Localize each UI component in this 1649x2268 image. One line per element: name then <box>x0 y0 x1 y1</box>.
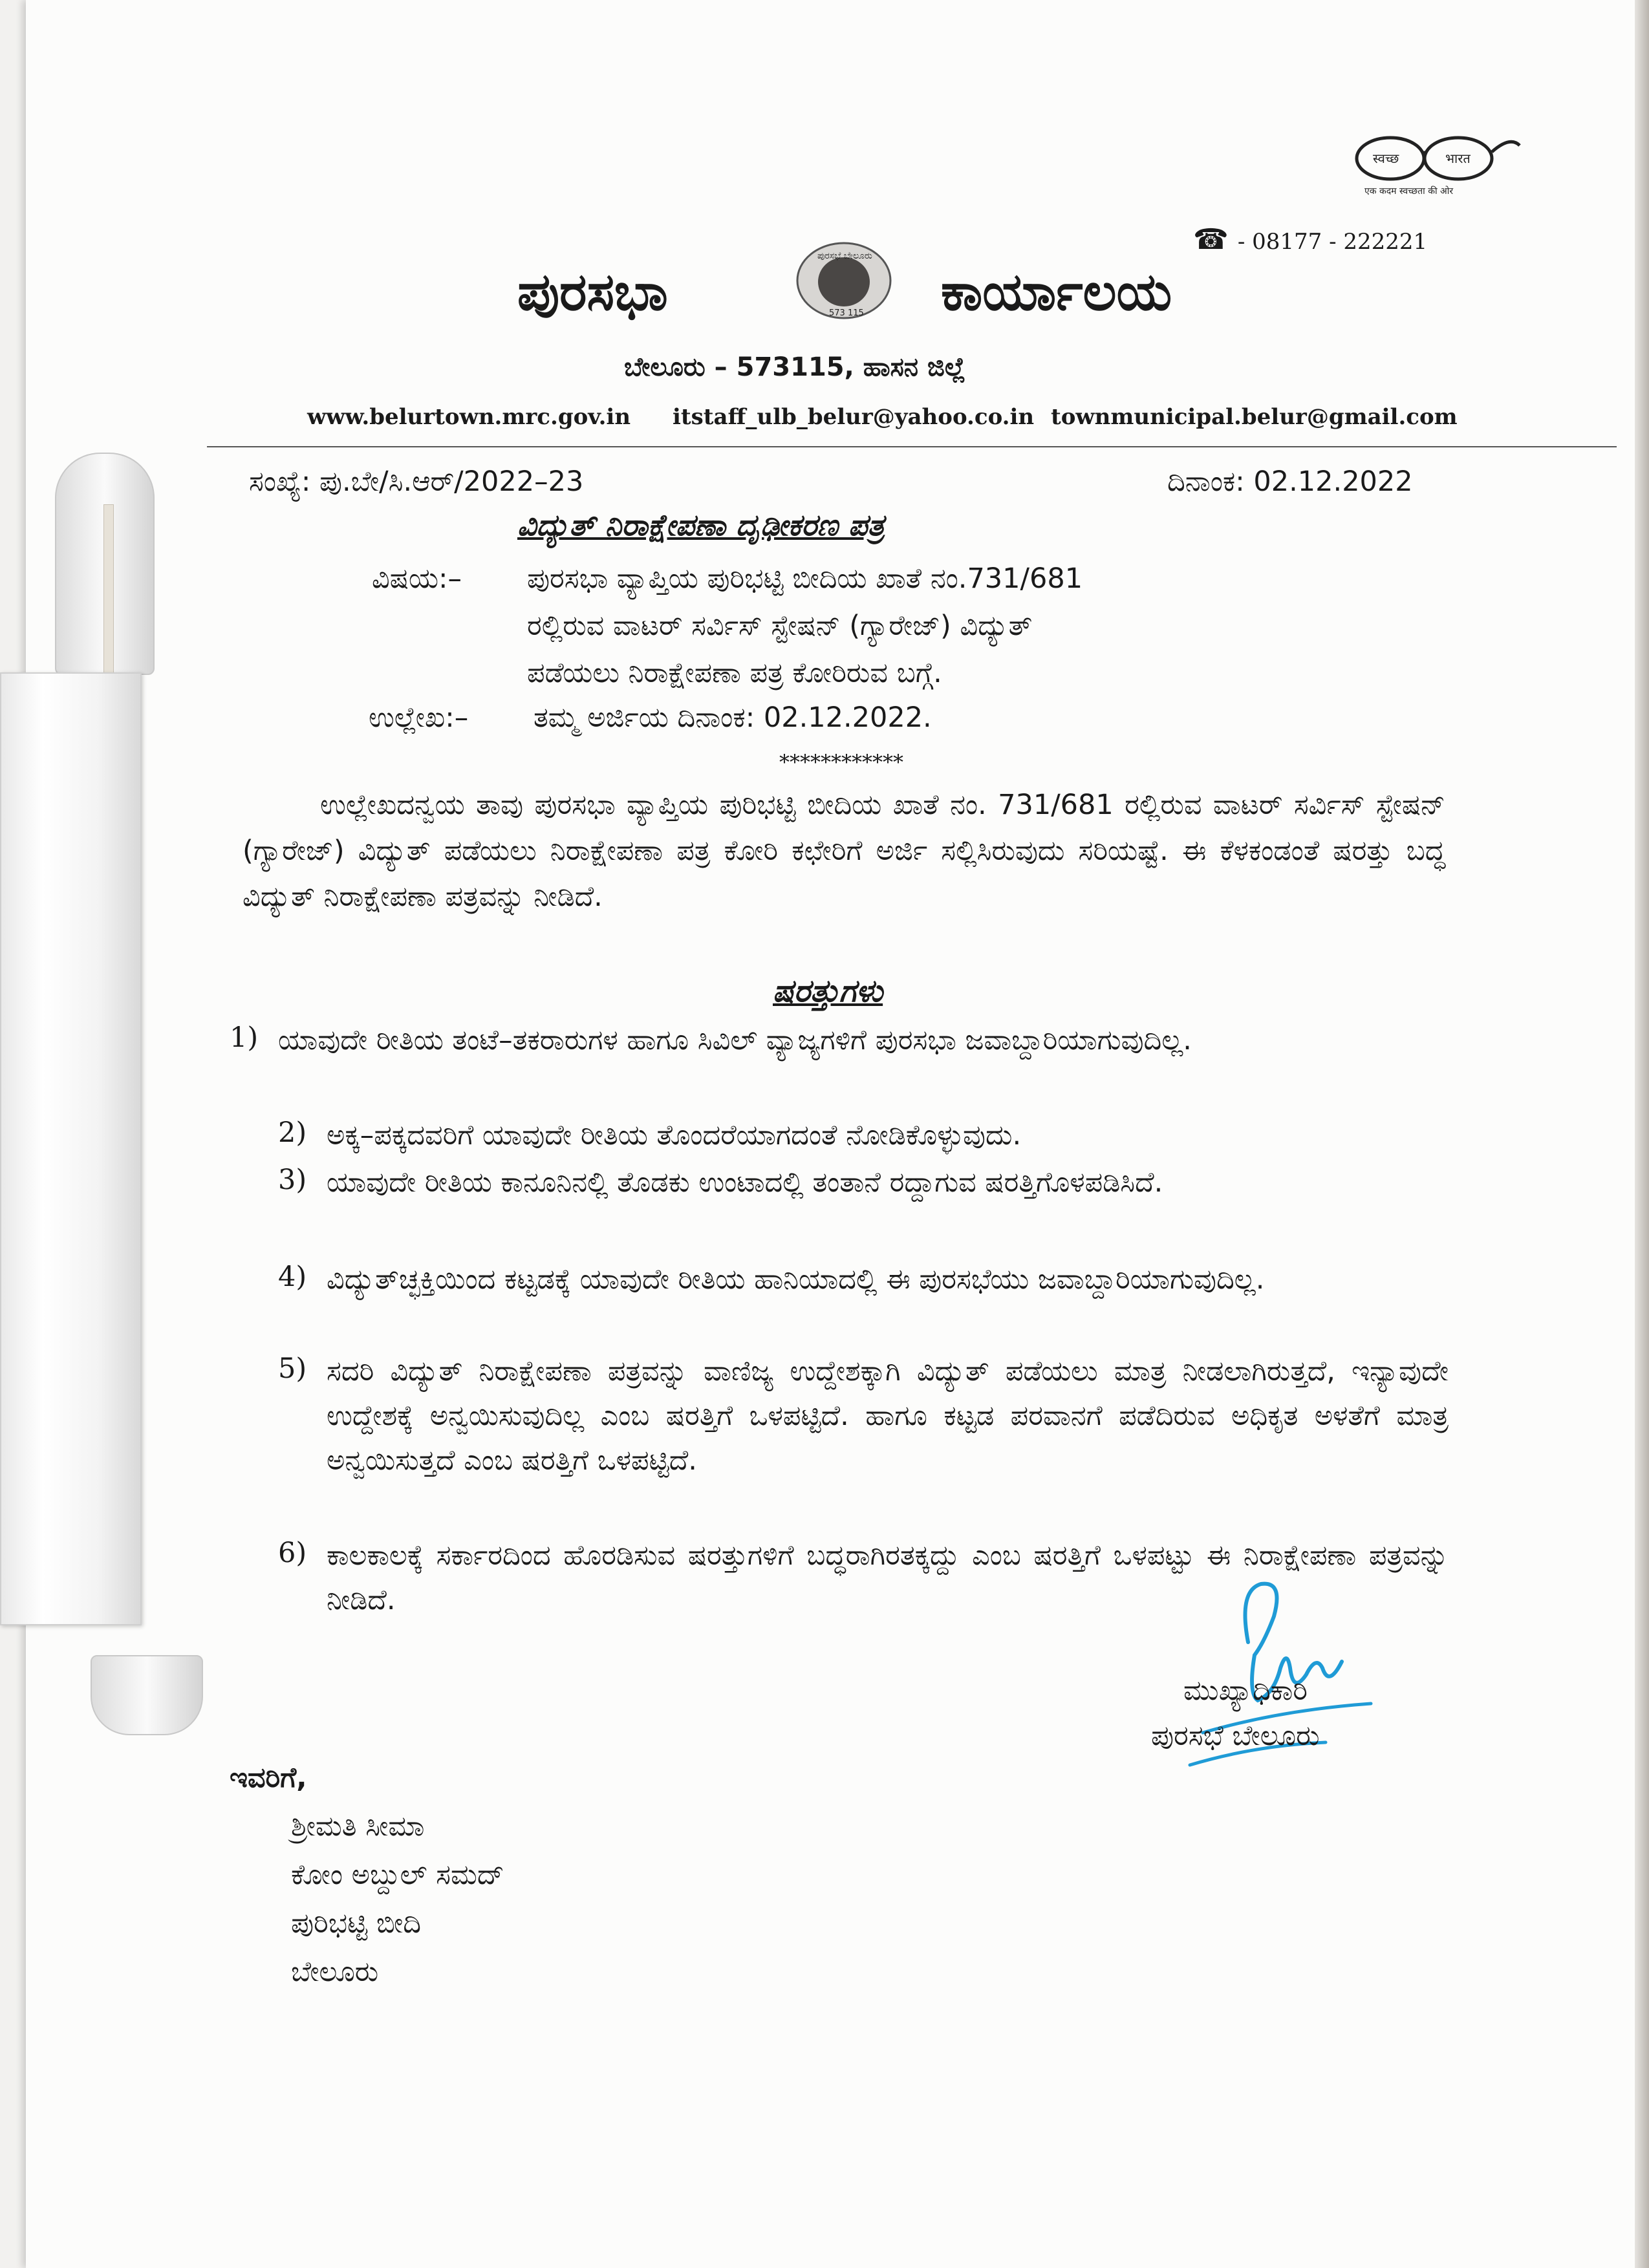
condition-item: ಅಕ್ಕ–ಪಕ್ಕದವರಿಗೆ ಯಾವುದೇ ರೀತಿಯ ತೊಂದರೆಯಾಗದಂತೆ ನೋಡಿಕೊಳ್ಳುವುದು. <box>327 1119 1022 1151</box>
email-link-gmail[interactable]: townmunicipal.belur@gmail.com <box>1051 404 1458 430</box>
condition-item: ಸದರಿ ವಿದ್ಯುತ್ ನಿರಾಕ್ಷೇಪಣಾ ಪತ್ರವನ್ನು ವಾಣಿಜ್ಯ ಉದ್ದೇಶಕ್ಕಾಗಿ ವಿದ್ಯುತ್ ಪಡೆಯಲು ಮಾತ್ರ ನೀಡಲಾಗಿರುತ್ತದೆ, ಇನ್ಯಾವುದೇ ಉದ್ದೇಶಕ್ಕೆ ಅನ್ವಯಿಸುವುದಿಲ್ಲ ಎಂಬ ಷರತ್ತಿಗೆ ಒಳಪಟ್ಟಿದೆ. ಹಾಗೂ ಕಟ್ಟಡ ಪರವಾನಗೆ ಪಡೆದಿರುವ ಅಧಿಕೃತ ಅಳತೆಗೆ ಮಾತ್ರ ಅನ್ವಯಿಸುತ್ತದೆ ಎಂಬ ಷರತ್ತಿಗೆ ಒಳಪಟ್ಟಿದೆ. <box>327 1355 1449 1477</box>
header-divider <box>207 446 1617 447</box>
conditions-heading: ಷರತ್ತುಗಳು <box>773 973 883 1009</box>
paper-edge <box>1635 0 1649 2268</box>
municipal-seal-logo <box>795 241 892 321</box>
condition-item: ಯಾವುದೇ ರೀತಿಯ ತಂಟೆ–ತಕರಾರುಗಳ ಹಾಗೂ ಸಿವಿಲ್ ವ್ಯಾಜ್ಯಗಳಿಗೆ ಪುರಸಭಾ ಜವಾಬ್ದಾರಿಯಾಗುವುದಿಲ್ಲ. <box>278 1024 1192 1056</box>
office-phone <box>1193 223 1427 256</box>
recipient-line: ಪುರಿಭಟ್ಟಿ ಬೀದಿ <box>291 1907 421 1940</box>
condition-number: 5) <box>278 1353 307 1385</box>
office-name-left: ಪುರಸಭಾ <box>517 262 668 322</box>
phone-number: - 08177 - 222221 <box>1237 229 1428 255</box>
recipient-line: ಕೋಂ ಅಬ್ದುಲ್ ಸಮದ್ <box>291 1859 504 1891</box>
letter-title: ವಿದ್ಯುತ್ ನಿರಾಕ್ಷೇಪಣಾ ದೃಢೀಕರಣ ಪತ್ರ <box>517 508 885 542</box>
recipient-label: ಇವರಿಗೆ, <box>230 1762 307 1794</box>
office-address: ಬೇಲೂರು – 573115, ಹಾಸನ ಜಿಲ್ಲೆ <box>624 352 966 382</box>
subject-line-2: ರಲ್ಲಿರುವ ವಾಟರ್ ಸರ್ವಿಸ್ ಸ್ಟೇಷನ್ (ಗ್ಯಾರೇಜ್) ವಿದ್ಯುತ್ <box>527 610 1033 642</box>
office-name-right: ಕಾರ್ಯಾಲಯ <box>941 262 1172 322</box>
reference-label: ಉಲ್ಲೇಖ:– <box>369 701 469 734</box>
seal-top-text: ಪುರಸಭೆ ಬೇಲೂರು <box>817 251 872 261</box>
separator: ************ <box>779 750 903 775</box>
swachh-bharat-logo <box>1348 129 1523 200</box>
seal-bottom-text: 573 115 <box>829 308 864 318</box>
condition-item: ವಿದ್ಯುತ್‌ಚ್ಛಕ್ತಿಯಿಂದ ಕಟ್ಟಡಕ್ಕೆ ಯಾವುದೇ ರೀತಿಯ ಹಾನಿಯಾದಲ್ಲಿ ಈ ಪುರಸಭೆಯು ಜವಾಬ್ದಾರಿಯಾಗುವುದಿಲ್ಲ. <box>327 1263 1265 1296</box>
binder-rod <box>0 672 142 1625</box>
swachh-text: स्वच्छ <box>1373 151 1399 166</box>
recipient-line: ಶ್ರೀಮತಿ ಸೀಮಾ <box>291 1810 425 1843</box>
binder-rod-pin <box>103 504 114 674</box>
condition-number: 6) <box>278 1537 307 1569</box>
subject-line-3: ಪಡೆಯಲು ನಿರಾಕ್ಷೇಪಣಾ ಪತ್ರ ಕೋರಿರುವ ಬಗ್ಗೆ. <box>527 657 942 689</box>
subject-label: ವಿಷಯ:– <box>372 562 462 595</box>
email-link-yahoo[interactable]: itstaff_ulb_belur@yahoo.co.in <box>673 404 1035 430</box>
reference-number: ಸಂಖ್ಯೆ: ಪು.ಬೇ/ಸಿ.ಆರ್/2022–23 <box>249 465 584 498</box>
condition-item: ಯಾವುದೇ ರೀತಿಯ ಕಾನೂನಿನಲ್ಲಿ ತೊಡಕು ಉಂಟಾದಲ್ಲಿ ತಂತಾನೆ ರದ್ದಾಗುವ ಷರತ್ತಿಗೊಳಪಡಿಸಿದೆ. <box>327 1166 1163 1199</box>
letter-date: ದಿನಾಂಕ: 02.12.2022 <box>1167 465 1413 498</box>
reference-text: ತಮ್ಮ ಅರ್ಜಿಯ ದಿನಾಂಕ: 02.12.2022. <box>534 701 932 734</box>
binder-rod-foot <box>91 1655 203 1735</box>
condition-item: ಕಾಲಕಾಲಕ್ಕೆ ಸರ್ಕಾರದಿಂದ ಹೊರಡಿಸುವ ಷರತ್ತುಗಳಿಗೆ ಬದ್ಧರಾಗಿರತಕ್ಕದ್ದು ಎಂಬ ಷರತ್ತಿಗೆ ಒಳಪಟ್ಟು ಈ ನಿರಾಕ್ಷೇಪಣಾ ಪತ್ರವನ್ನು ನೀಡಿದೆ. <box>327 1539 1449 1616</box>
signatory-office: ಪುರಸಭೆ ಬೇಲೂರು <box>1151 1720 1320 1752</box>
body-paragraph: ಉಲ್ಲೇಖದನ್ವಯ ತಾವು ಪುರಸಭಾ ವ್ಯಾಪ್ತಿಯ ಪುರಿಭಟ್ಟಿ ಬೀದಿಯ ಖಾತೆ ನಂ. 731/681 ರಲ್ಲಿರುವ ವಾಟರ್ ಸರ್ವಿಸ್ ಸ್ಟೇಷನ್ (ಗ್ಯಾರೇಜ್) ವಿದ್ಯುತ್ ಪಡೆಯಲು ನಿರಾಕ್ಷೇಪಣಾ ಪತ್ರ ಕೋರಿ ಕಛೇರಿಗೆ ಅರ್ಜಿ ಸಲ್ಲಿಸಿರುವುದು ಸರಿಯಷ್ಟೆ. ಈ ಕೆಳಕಂಡಂತೆ ಷರತ್ತು ಬದ್ಧ ವಿದ್ಯುತ್ ನಿರಾಕ್ಷೇಪಣಾ ಪತ್ರವನ್ನು ನೀಡಿದೆ. <box>242 789 1445 913</box>
condition-number: 1) <box>230 1022 259 1054</box>
condition-number: 3) <box>278 1164 307 1196</box>
signatory-designation: ಮುಖ್ಯಾಧಿಕಾರಿ <box>1183 1674 1308 1707</box>
condition-number: 4) <box>278 1261 307 1293</box>
subject-line-1: ಪುರಸಭಾ ವ್ಯಾಪ್ತಿಯ ಪುರಿಭಟ್ಟಿ ಬೀದಿಯ ಖಾತೆ ನಂ.731/681 <box>527 562 1083 595</box>
recipient-line: ಬೇಲೂರು <box>291 1956 379 1988</box>
condition-number: 2) <box>278 1117 307 1149</box>
bharat-text: भारत <box>1445 151 1471 166</box>
swachh-tagline: एक कदम स्वच्छता की ओर <box>1364 186 1454 197</box>
website-link[interactable]: www.belurtown.mrc.gov.in <box>307 404 631 430</box>
telephone-icon: ☎ <box>1193 223 1229 256</box>
